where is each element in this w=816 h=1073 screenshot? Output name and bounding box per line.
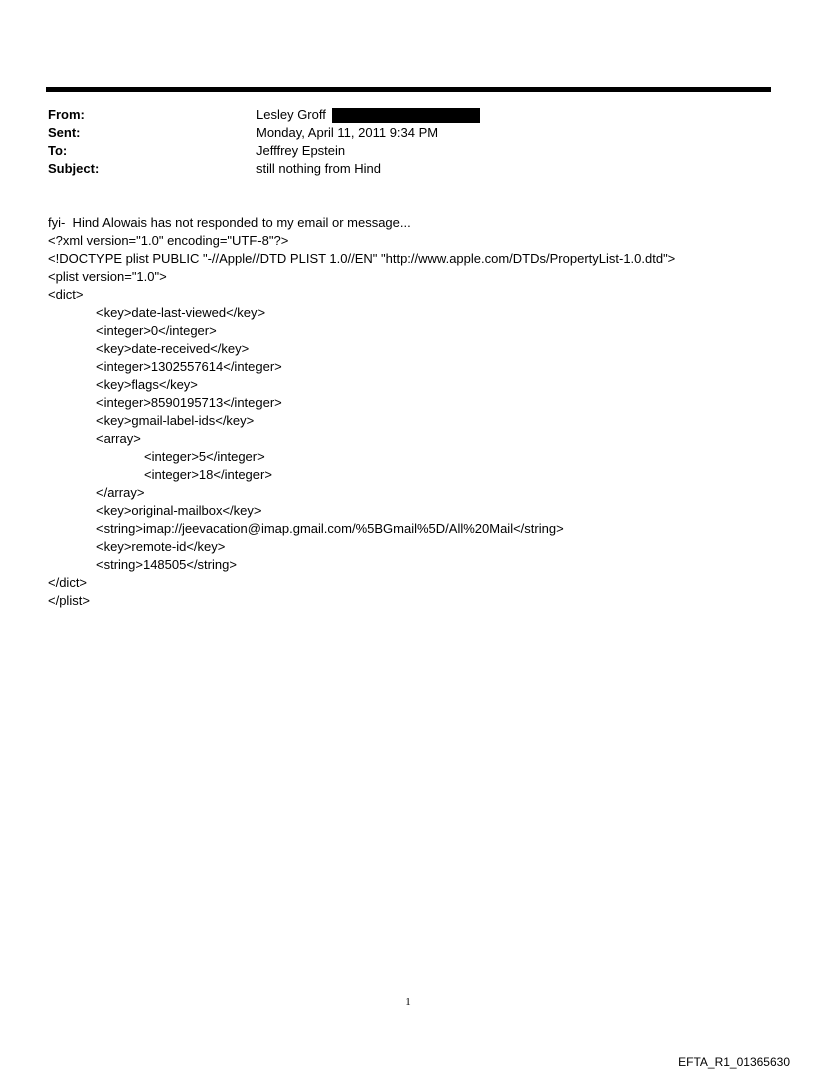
from-label: From: <box>48 107 85 122</box>
header-rule <box>46 87 771 92</box>
to-label: To: <box>48 143 68 158</box>
dict-open: <dict> <box>48 287 84 302</box>
email-body <box>48 214 788 610</box>
dict-line: <key>flags</key> <box>96 377 198 392</box>
to-value: Jefffrey Epstein <box>256 143 346 158</box>
dict-line: <integer>0</integer> <box>96 323 217 338</box>
dict-line: <key>gmail-label-ids</key> <box>96 413 255 428</box>
page-number: 1 <box>405 996 411 1008</box>
dict-line: <array> <box>96 431 141 446</box>
dict-line: </array> <box>96 485 145 500</box>
from-value <box>256 106 480 124</box>
dict-line: <integer>1302557614</integer> <box>96 359 282 374</box>
subject-row <box>48 160 748 178</box>
from-name: Lesley Groff <box>256 107 326 122</box>
bates-number: EFTA_R1_01365630 <box>678 1055 790 1069</box>
array-item: <integer>5</integer> <box>144 449 265 464</box>
from-row <box>48 106 748 124</box>
subject-value: still nothing from Hind <box>256 161 381 176</box>
redaction-box <box>332 108 480 123</box>
dict-line: <string>imap://jeevacation@imap.gmail.com/%5BGmail%5D/All%20Mail</string> <box>96 521 564 536</box>
sent-label: Sent: <box>48 125 81 140</box>
email-header <box>48 106 748 178</box>
plist-open: <plist version="1.0"> <box>48 269 167 284</box>
xml-declaration: <?xml version="1.0" encoding="UTF-8"?> <box>48 233 289 248</box>
array-item: <integer>18</integer> <box>144 467 272 482</box>
to-row <box>48 142 748 160</box>
dict-line: <key>date-last-viewed</key> <box>96 305 266 320</box>
dict-line: <integer>8590195713</integer> <box>96 395 282 410</box>
sent-row <box>48 124 748 142</box>
dict-line: <string>148505</string> <box>96 557 237 572</box>
doctype-line: <!DOCTYPE plist PUBLIC "-//Apple//DTD PLIST 1.0//EN" "http://www.apple.com/DTDs/PropertyList-1.0.dtd"> <box>48 251 676 266</box>
sent-value: Monday, April 11, 2011 9:34 PM <box>256 125 439 140</box>
dict-line: <key>date-received</key> <box>96 341 250 356</box>
dict-line: <key>remote-id</key> <box>96 539 226 554</box>
plist-close: </plist> <box>48 593 90 608</box>
dict-close: </dict> <box>48 575 88 590</box>
dict-line: <key>original-mailbox</key> <box>96 503 262 518</box>
subject-label: Subject: <box>48 161 100 176</box>
intro-line: fyi- Hind Alowais has not responded to my email or message... <box>48 215 411 230</box>
